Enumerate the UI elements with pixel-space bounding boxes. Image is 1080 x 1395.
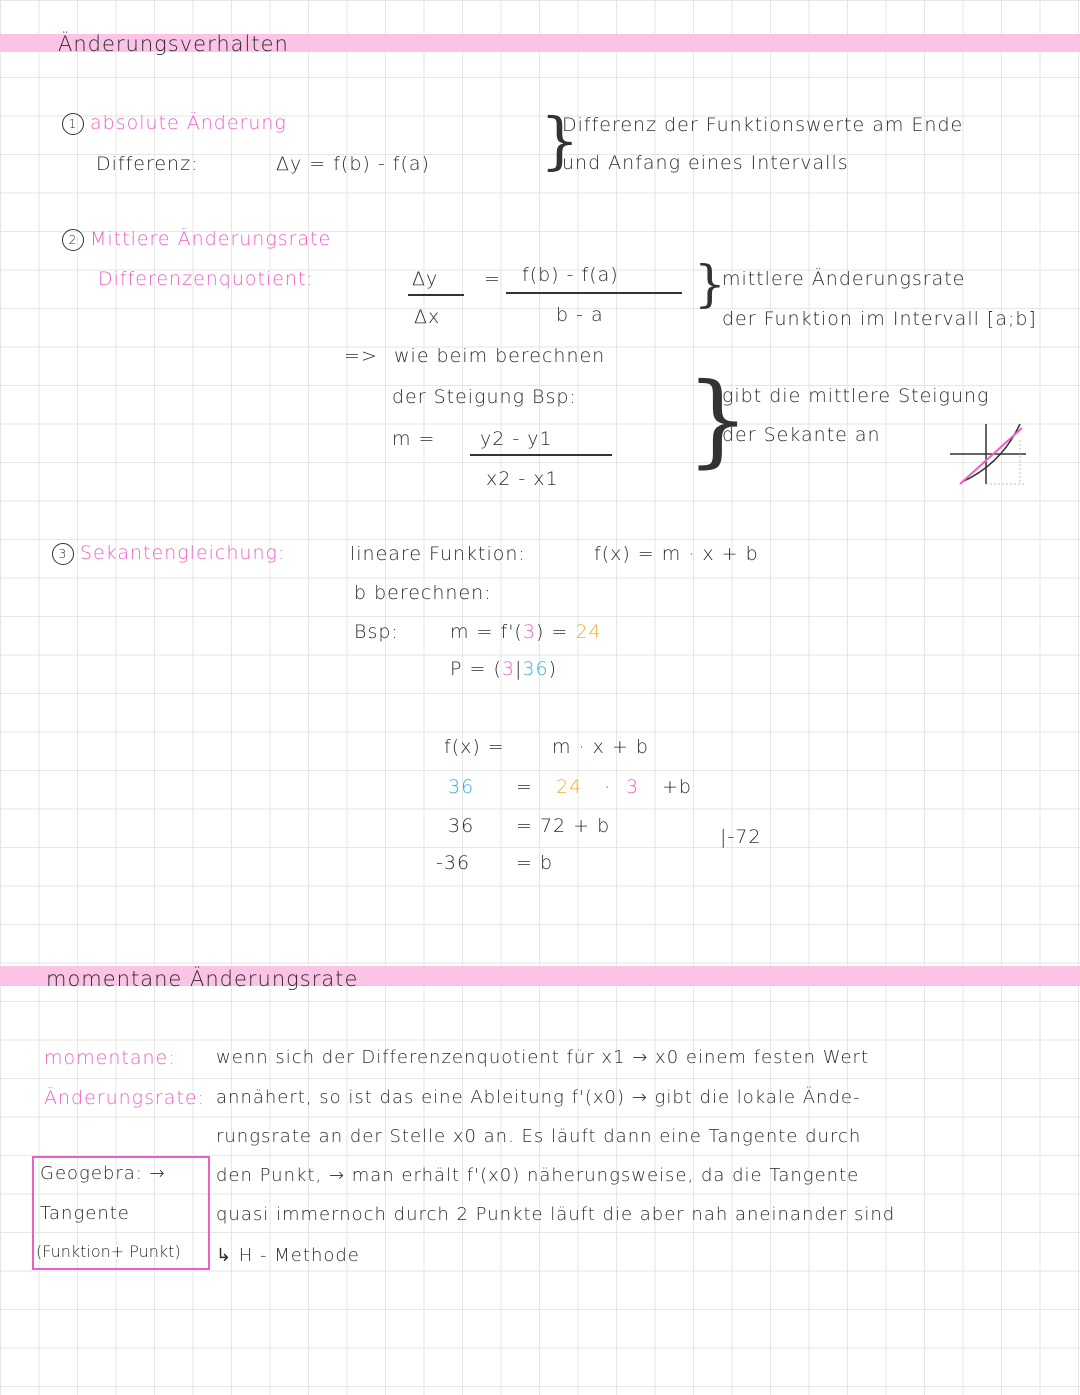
item2-frac-line xyxy=(408,294,464,296)
section2-line6: ↳ H - Methode xyxy=(216,1245,360,1266)
item3-r1-rhs: m · x + b xyxy=(552,736,649,758)
item3-m-x: 3 xyxy=(522,621,536,643)
item2-brace2: } xyxy=(686,361,750,478)
section2-label2: Änderungsrate: xyxy=(44,1087,205,1109)
section2-line2: annähert, so ist das eine Ableitung f'(x0) → gibt die lokale Ände- xyxy=(216,1087,861,1108)
item2-number: 2 xyxy=(62,229,84,251)
item3-r1-lhs: f(x) = xyxy=(444,736,505,758)
item2-frac2-num: f(b) - f(a) xyxy=(522,264,619,286)
item2-line2: der Steigung Bsp: xyxy=(392,386,577,408)
item3-lin: lineare Funktion: xyxy=(350,543,526,565)
geogebra-box-line2: Tangente xyxy=(40,1203,130,1224)
item3-r2-x: 3 xyxy=(626,776,640,798)
item3-heading xyxy=(52,542,285,565)
item2-m-line xyxy=(470,454,612,456)
section2-line4: den Punkt, → man erhält f'(x0) näherungsweise, da die Tangente xyxy=(216,1165,860,1186)
item2-m-den: x2 - x1 xyxy=(486,468,559,490)
item2-heading xyxy=(62,228,331,251)
item2-equals: = xyxy=(484,268,501,290)
item2-brace1: } xyxy=(694,255,726,313)
item3-r4-lhs: -36 xyxy=(436,852,471,874)
item1-note-line1: Differenz der Funktionswerte am Ende xyxy=(562,114,964,136)
item2-prefix: Differenzenquotient: xyxy=(98,268,314,290)
item3-m-eq: m = f'( xyxy=(450,621,523,643)
item2-note2-line1: gibt die mittlere Steigung xyxy=(722,385,990,407)
item2-frac-num: Δy xyxy=(412,268,439,290)
item3-r2-dot: · xyxy=(604,776,612,798)
section2-line5: quasi immernoch durch 2 Punkte läuft die aber nah aneinander sind xyxy=(216,1204,896,1225)
item3-r4-rhs: = b xyxy=(516,852,554,874)
item3-label: Sekantengleichung: xyxy=(80,542,286,564)
item3-p-sep: | xyxy=(514,658,523,680)
section2-line1: wenn sich der Differenzenquotient für x1 → x0 einem festen Wert xyxy=(216,1047,870,1068)
item3-bsp: Bsp: xyxy=(354,621,399,643)
item1-heading xyxy=(62,112,287,135)
item3-r2-eq: = xyxy=(516,776,533,798)
item3-p-y: 36 xyxy=(522,658,549,680)
item3-m-close: ) = xyxy=(535,621,569,643)
item2-m-label: m = xyxy=(392,428,436,450)
item3-p-row xyxy=(450,658,557,680)
item2-frac-den: Δx xyxy=(414,306,441,328)
item2-line1: wie beim berechnen xyxy=(394,345,606,367)
section-title-2: momentane Änderungsrate xyxy=(46,967,359,991)
item3-r2-m: 24 xyxy=(556,776,583,798)
item3-r2-b: +b xyxy=(662,776,692,798)
item3-p-close: ) xyxy=(548,658,557,680)
section-title-1: Änderungsverhalten xyxy=(58,32,289,56)
item2-note2-line2: der Sekante an xyxy=(722,424,881,446)
section2-label1: momentane: xyxy=(44,1047,176,1069)
item3-p-x: 3 xyxy=(501,658,515,680)
item1-formula: Δy = f(b) - f(a) xyxy=(276,153,430,175)
item1-number: 1 xyxy=(62,113,84,135)
item2-m-num: y2 - y1 xyxy=(480,428,553,450)
item2-arrow: => xyxy=(344,345,378,367)
item3-r3-lhs: 36 xyxy=(448,815,475,837)
secant-sketch-icon xyxy=(950,420,1030,488)
item3-r2-lhs: 36 xyxy=(448,776,475,798)
item2-note-line2: der Funktion im Intervall [a;b] xyxy=(722,308,1037,330)
item1-brace: } xyxy=(540,104,580,177)
item3-r3-op: |-72 xyxy=(720,826,762,848)
geogebra-box-line3: (Funktion+ Punkt) xyxy=(36,1242,181,1261)
item3-r3-rhs: = 72 + b xyxy=(516,815,611,837)
item1-prefix: Differenz: xyxy=(96,153,199,175)
item3-number: 3 xyxy=(52,543,74,565)
item3-m-val: 24 xyxy=(575,621,602,643)
item2-frac2-line xyxy=(506,292,682,294)
item1-note-line2: und Anfang eines Intervalls xyxy=(562,152,849,174)
item1-label: absolute Änderung xyxy=(90,112,287,134)
item3-m-row xyxy=(450,621,602,643)
section2-line3: rungsrate an der Stelle x0 an. Es läuft dann eine Tangente durch xyxy=(216,1126,862,1147)
item3-p-eq: P = ( xyxy=(450,658,502,680)
item2-frac2-den: b - a xyxy=(556,304,604,326)
item3-b-calc: b berechnen: xyxy=(354,582,492,604)
item3-lin-formula: f(x) = m · x + b xyxy=(594,543,759,565)
item2-note-line1: mittlere Änderungsrate xyxy=(722,268,966,290)
geogebra-box-line1: Geogebra: → xyxy=(40,1163,166,1184)
item2-label: Mittlere Änderungsrate xyxy=(90,228,332,250)
